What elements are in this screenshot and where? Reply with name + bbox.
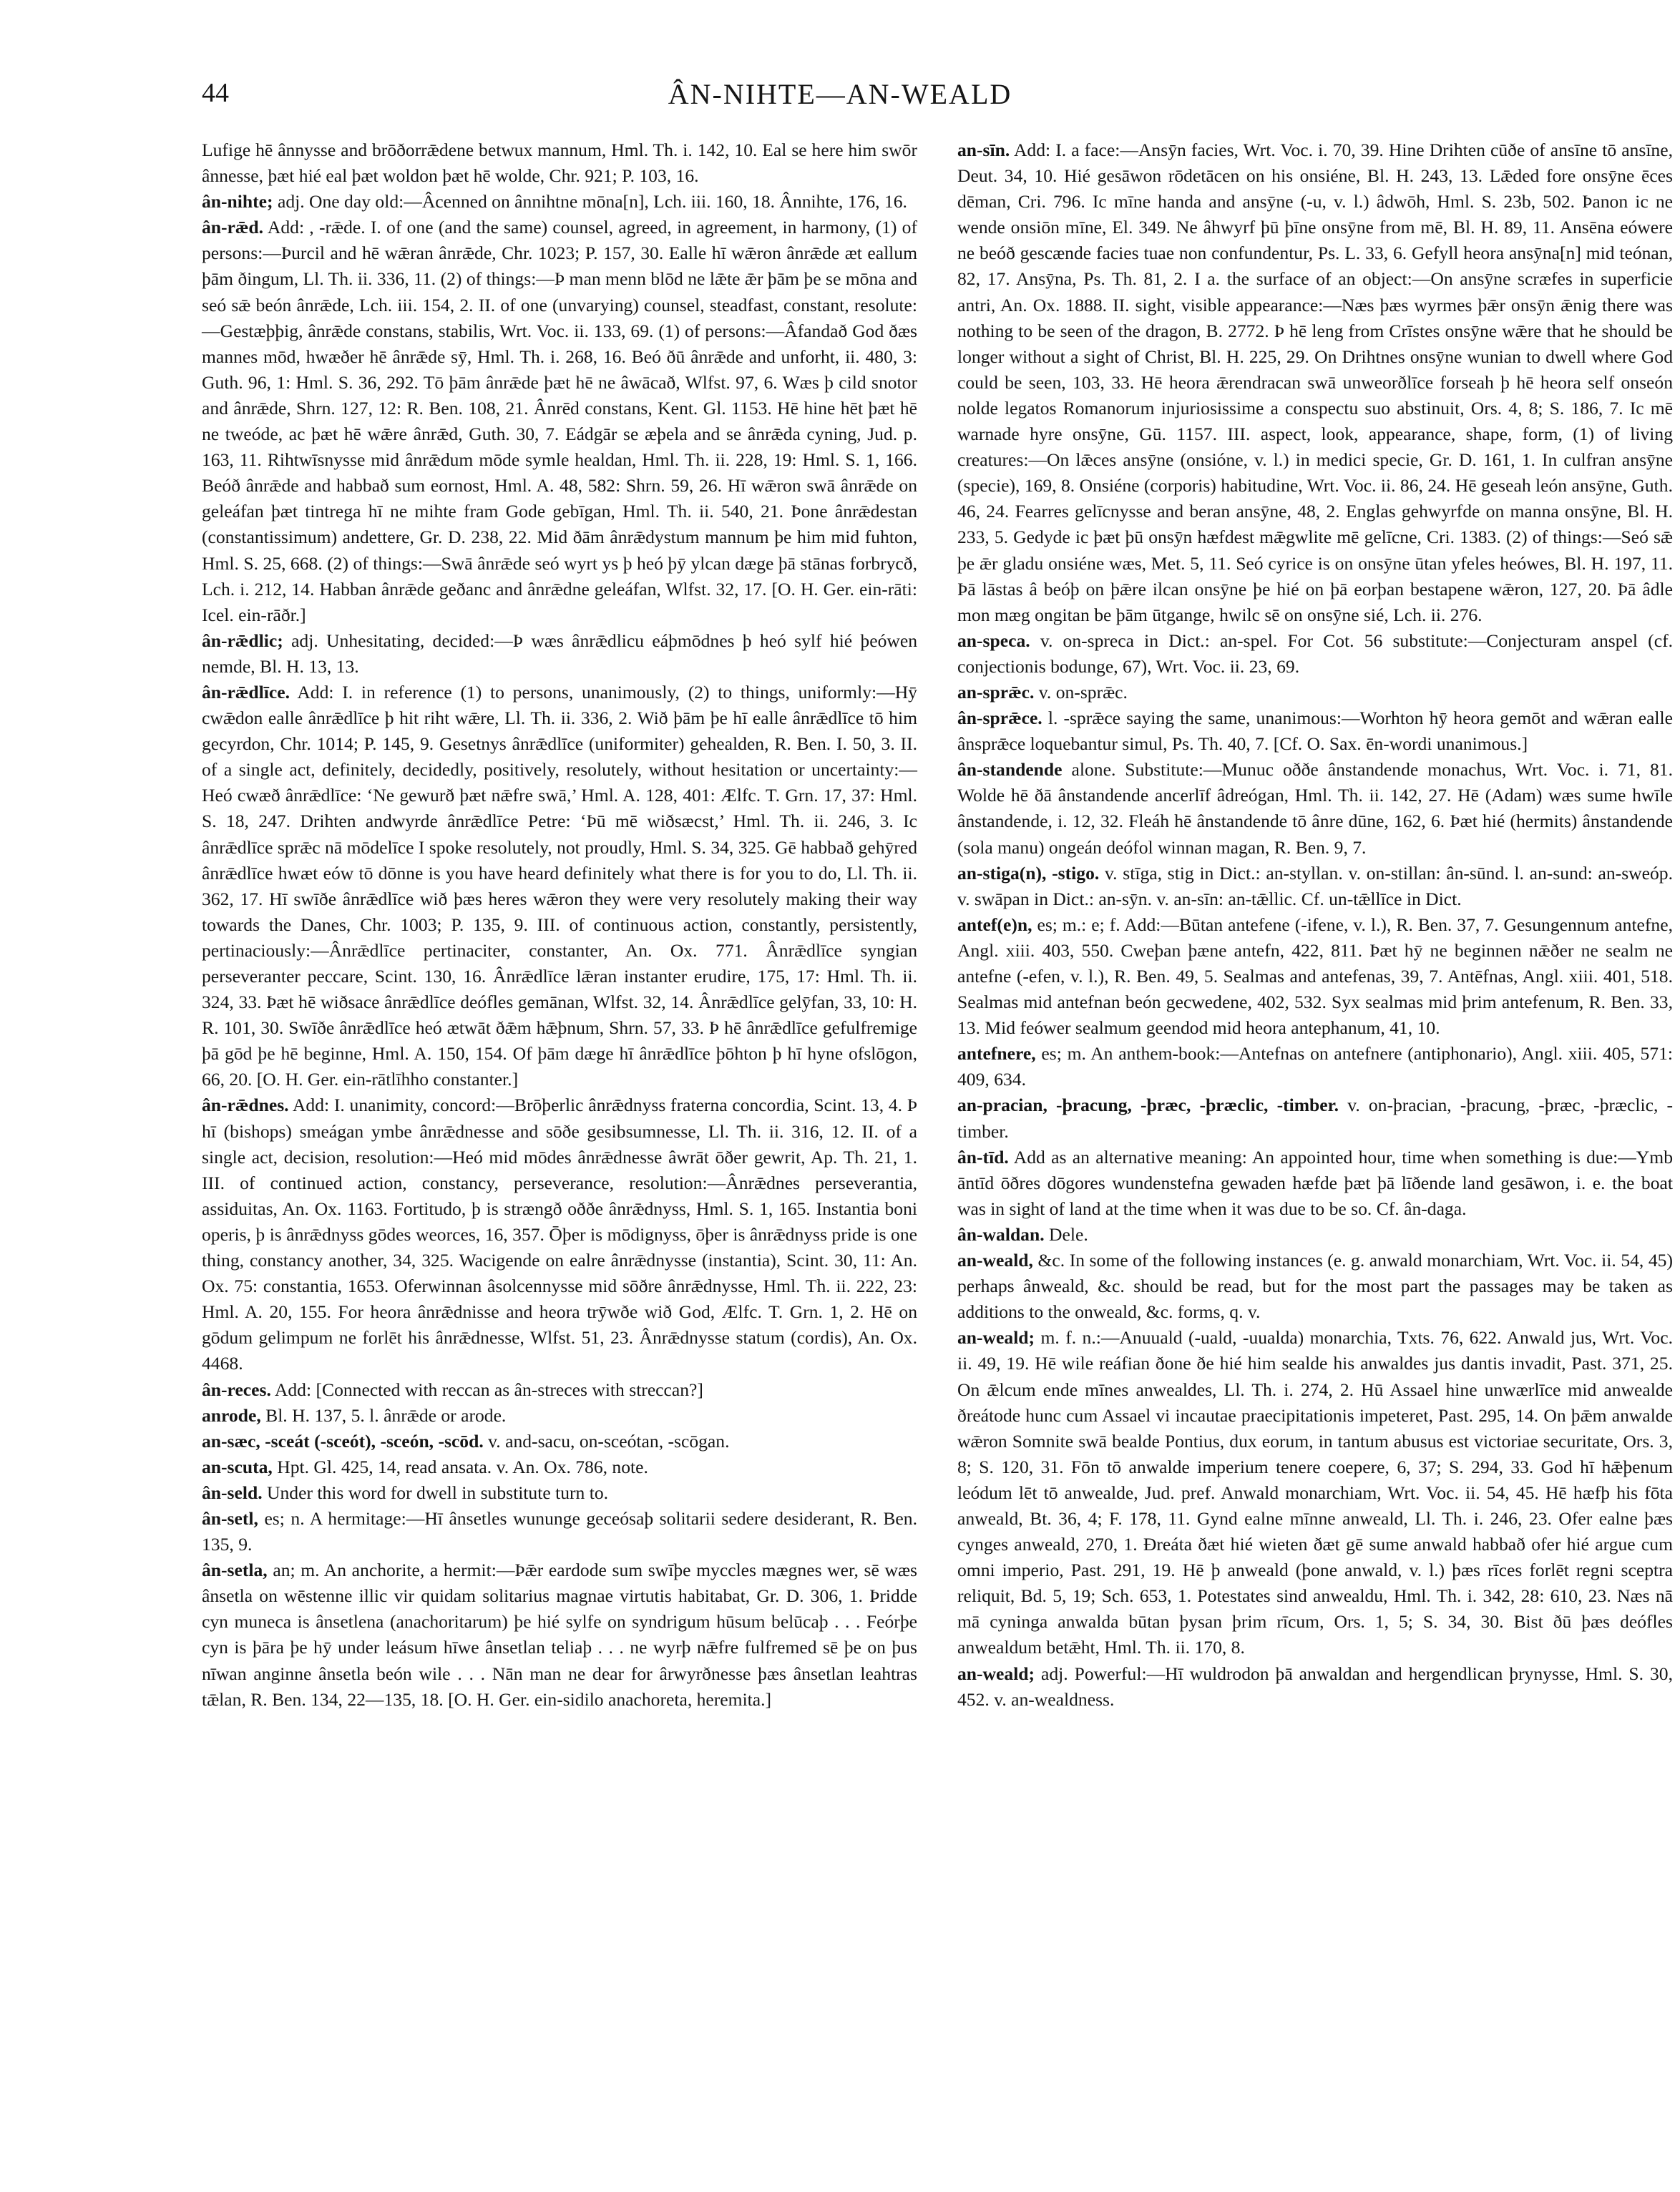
dictionary-entry [957, 861, 1673, 912]
entry-headword: ân-rǣdlic; [202, 630, 283, 651]
entry-headword: ân-nihte; [202, 191, 273, 212]
entry-text: Add: I. unanimity, concord:—Brōþerlic ânrǣdnyss fraterna concordia, Scint. 13, 4. Þ hī (bishops) smeágan ymbe ânrǣdnesse and sōðe gesibsumnesse, Ll. Th. ii. 316, 12. II. of a single act, decision, resolution:—Heó mid mōdes ânrǣdnesse âwrāt ōðer gewrit, Ap. Th. 21, 1. III. of continued action, constancy, perseverance, resolution:—Ânrǣdnes perseverantia, assiduitas, An. Ox. 1163. Fortitudo, þ is strængð oððe ânrǣdnyss, Hml. S. 1, 165. Instantia boni operis, þ is ânrǣdnyss gōdes weorces, 16, 357. Ōþer is mōdignyss, ōþer is ânrǣdnyss pride is one thing, constancy another, 34, 325. Wacigende on ealre ânrǣdnysse (instantia), Scint. 30, 11: An. Ox. 75: constantia, 1653. Oferwinnan âsolcennysse mid sōðre ânrǣdnysse, Hml. Th. ii. 222, 23: Hml. A. 20, 155. For heora ânrǣdnisse and heora trȳwðe wið God, Ælfc. T. Grn. 1, 2. Hē on gōdum gelimpum ne forlēt his ânrǣdnesse, Wlfst. 51, 23. Ânrǣdnysse statum (cordis), An. Ox. 4468. [202, 1095, 917, 1374]
dictionary-entry [202, 1480, 917, 1506]
dictionary-entry [202, 680, 917, 1093]
entry-text: Dele. [1049, 1223, 1088, 1245]
left-column [202, 137, 917, 1713]
dictionary-entry [202, 1403, 917, 1429]
page-header [0, 77, 1680, 120]
entry-headword: an-sprǣc. [957, 681, 1035, 703]
entry-text: Under this word for dwell in substitute turn to. [267, 1482, 609, 1503]
entry-text: adj. One day old:—Âcenned on ânnihtne mōna[n], Lch. iii. 160, 18. Ânnihte, 176, 16. [277, 191, 907, 212]
entry-text: v. on-spreca in Dict.: an-spel. For Cot. 56 substitute:—Conjecturam anspel (cf. conjectionis bodunge, 67), Wrt. Voc. ii. 23, 69. [957, 630, 1673, 677]
entry-text: Add: I. in reference (1) to persons, unanimously, (2) to things, uniformly:—Hȳ cwǣdon ealle ânrǣdlīce þ hit riht wǣre, Ll. Th. ii. 336, 2. Wið þām þe hī ealle ânrǣdlīce tō him gecyrdon, Chr. 1014; P. 145, 9. Gesetnys ânrǣdlīce (uniformiter) gehealden, R. Ben. I. 50, 3. II. of a single act, definitely, decidedly, positively, resolutely, without hesitation or uncertainty:—Heó cwæð ânrǣdlīce: ‘Ne gewurð þæt nǣfre swā,’ Hml. A. 128, 401: Ælfc. T. Grn. 17, 37: Hml. S. 18, 247. Drihten andwyrde ânrǣdlīce Petre: ‘Þū mē wiðsæcst,’ Hml. Th. ii. 246, 3. Ic ânrǣdlīce sprǣc nā mōdelīce I spoke resolutely, not proudly, Hml. S. 34, 325. Gē habbað gehȳred ânrǣdlīce hwæt eów tō dōnne is you have heard definitely what there is for you to do, Ll. Th. ii. 362, 17. Hī swīðe ânrǣdlīce wið þæs heres wǣron they were very resolutely making their way towards the Danes, Chr. 1003; P. 135, 9. III. of continuous action, constantly, persistently, pertinaciously:—Ânrǣdlīce pertinaciter, constanter, An. Ox. 771. Ânrǣdlīce syngian perseveranter peccare, Scint. 130, 16. Ânrǣdlīce lǣran instanter erudire, 175, 17: Hml. Th. ii. 324, 33. Þæt hē wiðsace ânrǣdlīce deófles gemānan, Wlfst. 32, 14. Ânrǣdlīce gelȳfan, 33, 10: H. R. 101, 30. Swīðe ânrǣdlīce heó ætwāt ðǣm hǣþnum, Shrn. 57, 33. Þ hē ânrǣdlīce gefulfremige þā gōd þe hē beginne, Hml. A. 150, 154. Of þām dæge hī ânrǣdlīce þōhton þ hī hyne ofslōgon, 66, 20. [O. H. Ger. ein-rātlīhho constanter.] [202, 681, 917, 1090]
dictionary-entry [957, 1222, 1673, 1248]
dictionary-entry [202, 1429, 917, 1454]
entry-text: Lufige hē ânnysse and brōðorrǣdene betwux mannum, Hml. Th. i. 142, 10. Eal se here him swōr ânnesse, þæt hié eal þæt woldon þæt hē wolde, Chr. 921; P. 103, 16. [202, 140, 917, 187]
entry-text: l. -sprǣce saying the same, unanimous:—Worhton hȳ heora gemōt and wǣran ealle ânsprǣce loquebantur simul, Ps. Th. 40, 7. [Cf. O. Sax. ēn-wordi unanimous.] [957, 708, 1673, 755]
dictionary-entry [957, 912, 1673, 1041]
dictionary-entry [957, 1041, 1673, 1092]
entry-headword: ân-setl, [202, 1507, 258, 1529]
dictionary-entry [957, 137, 1673, 628]
entry-headword: antef(e)n, [957, 914, 1032, 935]
dictionary-entry [957, 1092, 1673, 1144]
page-number: 44 [202, 78, 229, 108]
entry-text: v. on-sprǣc. [1038, 681, 1128, 703]
entry-headword: ân-rǣd. [202, 217, 264, 238]
dictionary-entry [957, 1145, 1673, 1222]
entry-headword: ân-rǣdnes. [202, 1095, 289, 1116]
entry-text: Add: I. a face:—Ansȳn facies, Wrt. Voc. i. 70, 39. Hine Drihten cūðe of ansīne tō ansīne, Deut. 34, 10. Hié gesāwon rōdetācen on his onsiéne, Bl. H. 243, 13. Lǣded fore onsȳne ēces dēman, Cri. 796. Ic mīne handa and ansȳne (-u, v. l.) âdwōh, Hml. S. 23b, 502. Þanon ic ne wende onsiōn mīne, El. 349. Ne âhwyrf þū þīne onsȳne from mē, Bl. H. 89, 11. Ansēna eówere ne beóð gescænde facies tuae non confundentur, Ps. L. 33, 6. Gefyll heora ansȳna[n] mid teónan, 82, 17. Ansȳna, Ps. Th. 81, 2. I a. the surface of an object:—On ansȳne scræfes in superficie antri, An. Ox. 1888. II. sight, visible appearance:—Næs þæs wyrmes þǣr onsȳn ǣnig there was nothing to be seen of the dragon, B. 2772. Þ hē leng from Crīstes onsȳne wǣre that he should be longer without a sight of Christ, Bl. H. 225, 29. On Drihtnes onsȳne wunian to dwell where God could be seen, 103, 33. Hē heora ǣrendracan swā unweorðlīce forseah þ hē heora self onseón nolde legatos Romanorum injuriosissime a conspectu suo abstinuit, Ors. 4, 8; S. 186, 7. Ic mē warnade hyre onsȳne, Gū. 1157. III. aspect, look, appearance, shape, form, (1) of living creatures:—On lǣces ansȳne (onsióne, v. l.) in medici specie, Gr. D. 161, 1. In culfran ansȳne (specie), 169, 8. Onsiéne (corporis) habitudine, Wrt. Voc. ii. 86, 24. Hē geseah león ansȳne, Guth. 46, 24. Fearres gelīcnysse and beran ansȳne, 48, 2. Englas gehwyrfde on manna onsȳne, Bl. H. 233, 5. Gedyde ic þæt þū onsȳn hæfdest mǣgwlite mē gelīcne, Cri. 1383. (2) of things:—Seó sǣ þe ǣr gladu onsiéne wæs, Met. 5, 11. Seó cyrice is on onsȳne ūtan yfeles heówes, Bl. H. 197, 11. Þā lāstas â beóþ on þǣre ilcan onsȳne þe hié on þā eorþan bestapene wǣron, 127, 20. Þā âdle mon mæg ongitan be þām ūtgange, hwilc sē on onsȳne sié, Lch. ii. 276. [957, 140, 1673, 625]
entry-headword: an-speca. [957, 630, 1030, 651]
dictionary-entry [202, 215, 917, 628]
entry-headword: an-sæc, -sceát (-sceót), -sceón, -scōd. [202, 1430, 484, 1452]
entry-text: es; m. An anthem-book:—Antefnas on antefnere (antiphonario), Angl. xiii. 405, 571: 409, 634. [957, 1043, 1673, 1090]
entry-text: adj. Powerful:—Hī wuldrodon þā anwaldan and hergendlican þrynysse, Hml. S. 30, 452. v. an-wealdness. [957, 1663, 1673, 1710]
right-column [957, 137, 1673, 1713]
entry-text: Add: [Connected with reccan as ân-streces with streccan?] [274, 1379, 703, 1400]
entry-headword: ân-sprǣce. [957, 708, 1042, 729]
entry-headword: an-sīn. [957, 140, 1010, 160]
entry-text: Add: , -rǣde. I. of one (and the same) counsel, agreed, in agreement, in harmony, (1) of persons:—Þurcil and hē wǣran ânrǣde, Chr. 1023; P. 157, 30. Ealle hī wǣron ânrǣde æt eallum þām ðingum, Ll. Th. ii. 336, 11. (2) of things:—Þ man menn blōd ne lǣte ǣr þām þe se mōna and seó sǣ beón ânrǣde, Lch. iii. 154, 2. II. of one (unvarying) counsel, steadfast, constant, resolute:—Gestæþþig, ânrǣde constans, stabilis, Wrt. Voc. ii. 133, 69. (1) of persons:—Âfandað God ðæs mannes mōd, hwæðer hē ânrǣde sȳ, Hml. Th. i. 268, 16. Beó ðū ânrǣde and unforht, ii. 480, 3: Guth. 96, 1: Hml. S. 36, 292. Tō þām ânrǣde þæt hē ne âwācað, Wlfst. 97, 6. Wæs þ cild snotor and ânrǣde, Shrn. 127, 12: R. Ben. 108, 21. Ânrēd constans, Kent. Gl. 1153. Hē hine hēt þæt hē ne tweóde, ac þæt hē wǣre ânrǣd, Guth. 30, 7. Eádgār se æþela and se ânrǣda cyning, Jud. p. 163, 11. Rihtwīsnysse mid ânrǣdum mōde symle healdan, Hml. Th. ii. 228, 19: Hml. S. 1, 166. Beóð ânrǣde and habbað sum eornost, Hml. A. 48, 582: Shrn. 59, 26. Hī wǣron swā ânrǣde on geleáfan þæt tintrega hī ne mihte fram Gode gebīgan, Hml. Th. ii. 540, 21. Þone ânrǣdestan (constantissimum) andettere, Gr. D. 238, 22. Mid ðām ânrǣdystum mannum þe him mid fuhton, Hml. S. 25, 668. (2) of things:—Swā ânrǣde seó wyrt ys þ heó þȳ ylcan dæge þā stānas forbrycð, Lch. i. 212, 14. Habban ânrǣde geðanc and ânrǣdne geleáfan, Wlfst. 32, 17. [O. H. Ger. ein-rāti: Icel. ein-rāðr.] [202, 217, 917, 625]
entry-headword: ân-waldan. [957, 1223, 1045, 1245]
dictionary-entry [957, 1661, 1673, 1713]
entry-headword: an-weald; [957, 1327, 1035, 1349]
entry-headword: ân-rǣdlīce. [202, 681, 290, 703]
dictionary-entry [202, 1506, 917, 1557]
entry-headword: an-weald, [957, 1250, 1033, 1271]
entry-text: v. stīga, stig in Dict.: an-styllan. v. on-stillan: ân-sūnd. l. an-sund: an-sweóp. v. swāpan in Dict.: an-sȳn. v. an-sīn: an-tǣllic. Cf. un-tǣllīce in Dict. [957, 862, 1673, 909]
entry-text: &c. In some of the following instances (e. g. anwald monarchiam, Wrt. Voc. ii. 54, 45) perhaps ânweald, &c. should be read, but for the most part the passages may be taken as additions to the onweald, &c. forms, q. v. [957, 1250, 1673, 1323]
dictionary-entry [957, 680, 1673, 705]
entry-text: es; n. A hermitage:—Hī ânsetles wununge geceósaþ solitarii sedere desiderant, R. Ben. 135, 9. [202, 1507, 917, 1555]
dictionary-entry [202, 1454, 917, 1480]
entry-headword: an-scuta, [202, 1456, 273, 1477]
entry-text: es; m.: e; f. Add:—Būtan antefene (-ifene, v. l.), R. Ben. 37, 7. Gesungennum antefne, Angl. xiii. 403, 550. Cweþan þæne antefn, 422, 811. Þæt hȳ ne beginnen nǣðer ne sealm ne antefne (-efen, v. l.), R. Ben. 49, 5. Sealmas and antefenas, 39, 7. Antēfnas, Angl. xiii. 401, 518. Sealmas mid antefnan beón gecwedene, 402, 532. Syx sealmas mid þrim antefenum, R. Ben. 33, 13. Mid feówer sealmum geendod mid heora antephanum, 41, 10. [957, 914, 1673, 1039]
dictionary-entry [957, 1248, 1673, 1325]
entry-headword: an-stiga(n), -stigo. [957, 862, 1100, 884]
entry-headword: ân-seld. [202, 1482, 263, 1503]
entry-headword: an-pracian, -þracung, -þræc, -þræclic, -timber. [957, 1095, 1339, 1116]
entry-headword: anrode, [202, 1404, 261, 1426]
entry-headword: ân-reces. [202, 1379, 271, 1400]
dictionary-entry [202, 137, 917, 189]
dictionary-entry [202, 1092, 917, 1376]
entry-text: adj. Unhesitating, decided:—Þ wæs ânrǣdlicu eáþmōdnes þ heó sylf hié þeówen nemde, Bl. H. 13, 13. [202, 630, 918, 677]
dictionary-entry [202, 1557, 917, 1713]
entry-text: an; m. An anchorite, a hermit:—Þǣr eardode sum swīþe myccles mægnes wer, sē wæs ânsetla on wēstenne illic vir quidam solitarius magnae virtutis habitabat, Gr. D. 306, 1. Þridde cyn muneca is ânsetlena (anachoritarum) þe hié sylfe on syndrigum hūsum belūcaþ . . . Feórþe cyn is þāra þe hȳ under leásum hīwe ânsetlan teliaþ . . . ne wyrþ nǣfre fulfremed sē þe on þus nīwan anginne ânsetla beón wile . . . Nān man ne dear for ârwyrðnesse þæs ânsetlan leahtras tǣlan, R. Ben. 134, 22—135, 18. [O. H. Ger. ein-sidilo anachoreta, heremita.] [202, 1560, 917, 1710]
entry-text: v. on-þracian, -þracung, -þræc, -þræclic, -timber. [957, 1095, 1673, 1142]
dictionary-entry [957, 757, 1673, 860]
entry-text: Bl. H. 137, 5. l. ânrǣde or arode. [265, 1404, 507, 1426]
dictionary-entry [957, 1325, 1673, 1660]
entry-text: Hpt. Gl. 425, 14, read ansata. v. An. Ox. 786, note. [277, 1456, 648, 1477]
entry-headword: an-weald; [957, 1663, 1035, 1684]
entry-headword: ân-tīd. [957, 1146, 1009, 1168]
dictionary-entry [202, 1377, 917, 1403]
entry-headword: ân-setla, [202, 1560, 268, 1581]
dictionary-entry [957, 705, 1673, 757]
entry-headword: ân-standende [957, 759, 1063, 781]
entry-text: v. and-sacu, on-sceótan, -scōgan. [488, 1430, 730, 1452]
dictionary-entry [202, 628, 917, 680]
dictionary-entry [957, 628, 1673, 680]
entry-text: Add as an alternative meaning: An appointed hour, time when something is due:—Ymb āntīd ōðres dōgores wundenstefna gewaden hæfde þæt þā līðende land gesāwon, i. e. the boat was in sight of land at the time when it was due to be so. Cf. ân-daga. [957, 1146, 1673, 1219]
running-head: ÂN-NIHTE—AN-WEALD [668, 78, 1012, 110]
entry-text: m. f. n.:—Anuuald (-uald, -uualda) monarchia, Txts. 76, 622. Anwald jus, Wrt. Voc. ii. 49, 19. Hē wile reáfian ðone ðe hié him sealde his anwaldes jus dantis invadit, Past. 371, 25. On ǣlcum ende mīnes anwealdes, Ll. Th. i. 274, 2. Hū Assael hine unwærlīce mid anwealde ðreátode hunc cum Assael vi incautae praecipitationis impeteret, Past. 295, 14. On þǣm anwalde wǣron Somnite swā bealde Pontius, dux eorum, in tantum abusus est victoriae securitate, Ors. 3, 8; S. 120, 31. Fōn tō anwalde imperium tenere coepere, 6, 37; S. 294, 33. God hī hǣþenum leódum lēt tō anwealde, Jud. pref. Anwald monarchiam, Wrt. Voc. ii. 54, 45. Hē hæfþ his fōta anweald, Bt. 36, 4; F. 178, 11. Gynd ealne mīnne anweald, Ll. Th. i. 246, 23. Ofer ealne þæs cynges anweald, 270, 1. Ðreáta ðæt hié wieten ðæt gē sume anwald habbað ofer hié argue cum omni imperio, Past. 291, 19. Hē þ anweald (þone anwald, v. l.) þæs rīces forlēt regni sceptra reliquit, Bd. 5, 19; Sch. 653, 1. Potestates sind anwealdu, Hml. Th. i. 342, 28: 610, 23. Næs nā mā cyninga anwalda būtan þysan þrim rīcum, Ors. 1, 5; S. 34, 30. Bist ðū þæs deófles anwealdum betǣht, Hml. Th. ii. 170, 8. [957, 1327, 1673, 1658]
entry-text: alone. Substitute:—Munuc oððe ânstandende monachus, Wrt. Voc. i. 71, 81. Wolde hē ðā ânstandende ancerlīf âdreógan, Hml. Th. ii. 142, 27. Hē (Adam) wæs sume hwīle ânstandende, i. 12, 32. Fleáh hē ânstandende tō ânre dūne, 162, 6. Þæt hié (hermits) ânstandende (sola manu) ongeán deófol winnan magan, R. Ben. 9, 7. [957, 759, 1673, 858]
dictionary-entry [202, 189, 917, 215]
entry-headword: antefnere, [957, 1043, 1036, 1065]
